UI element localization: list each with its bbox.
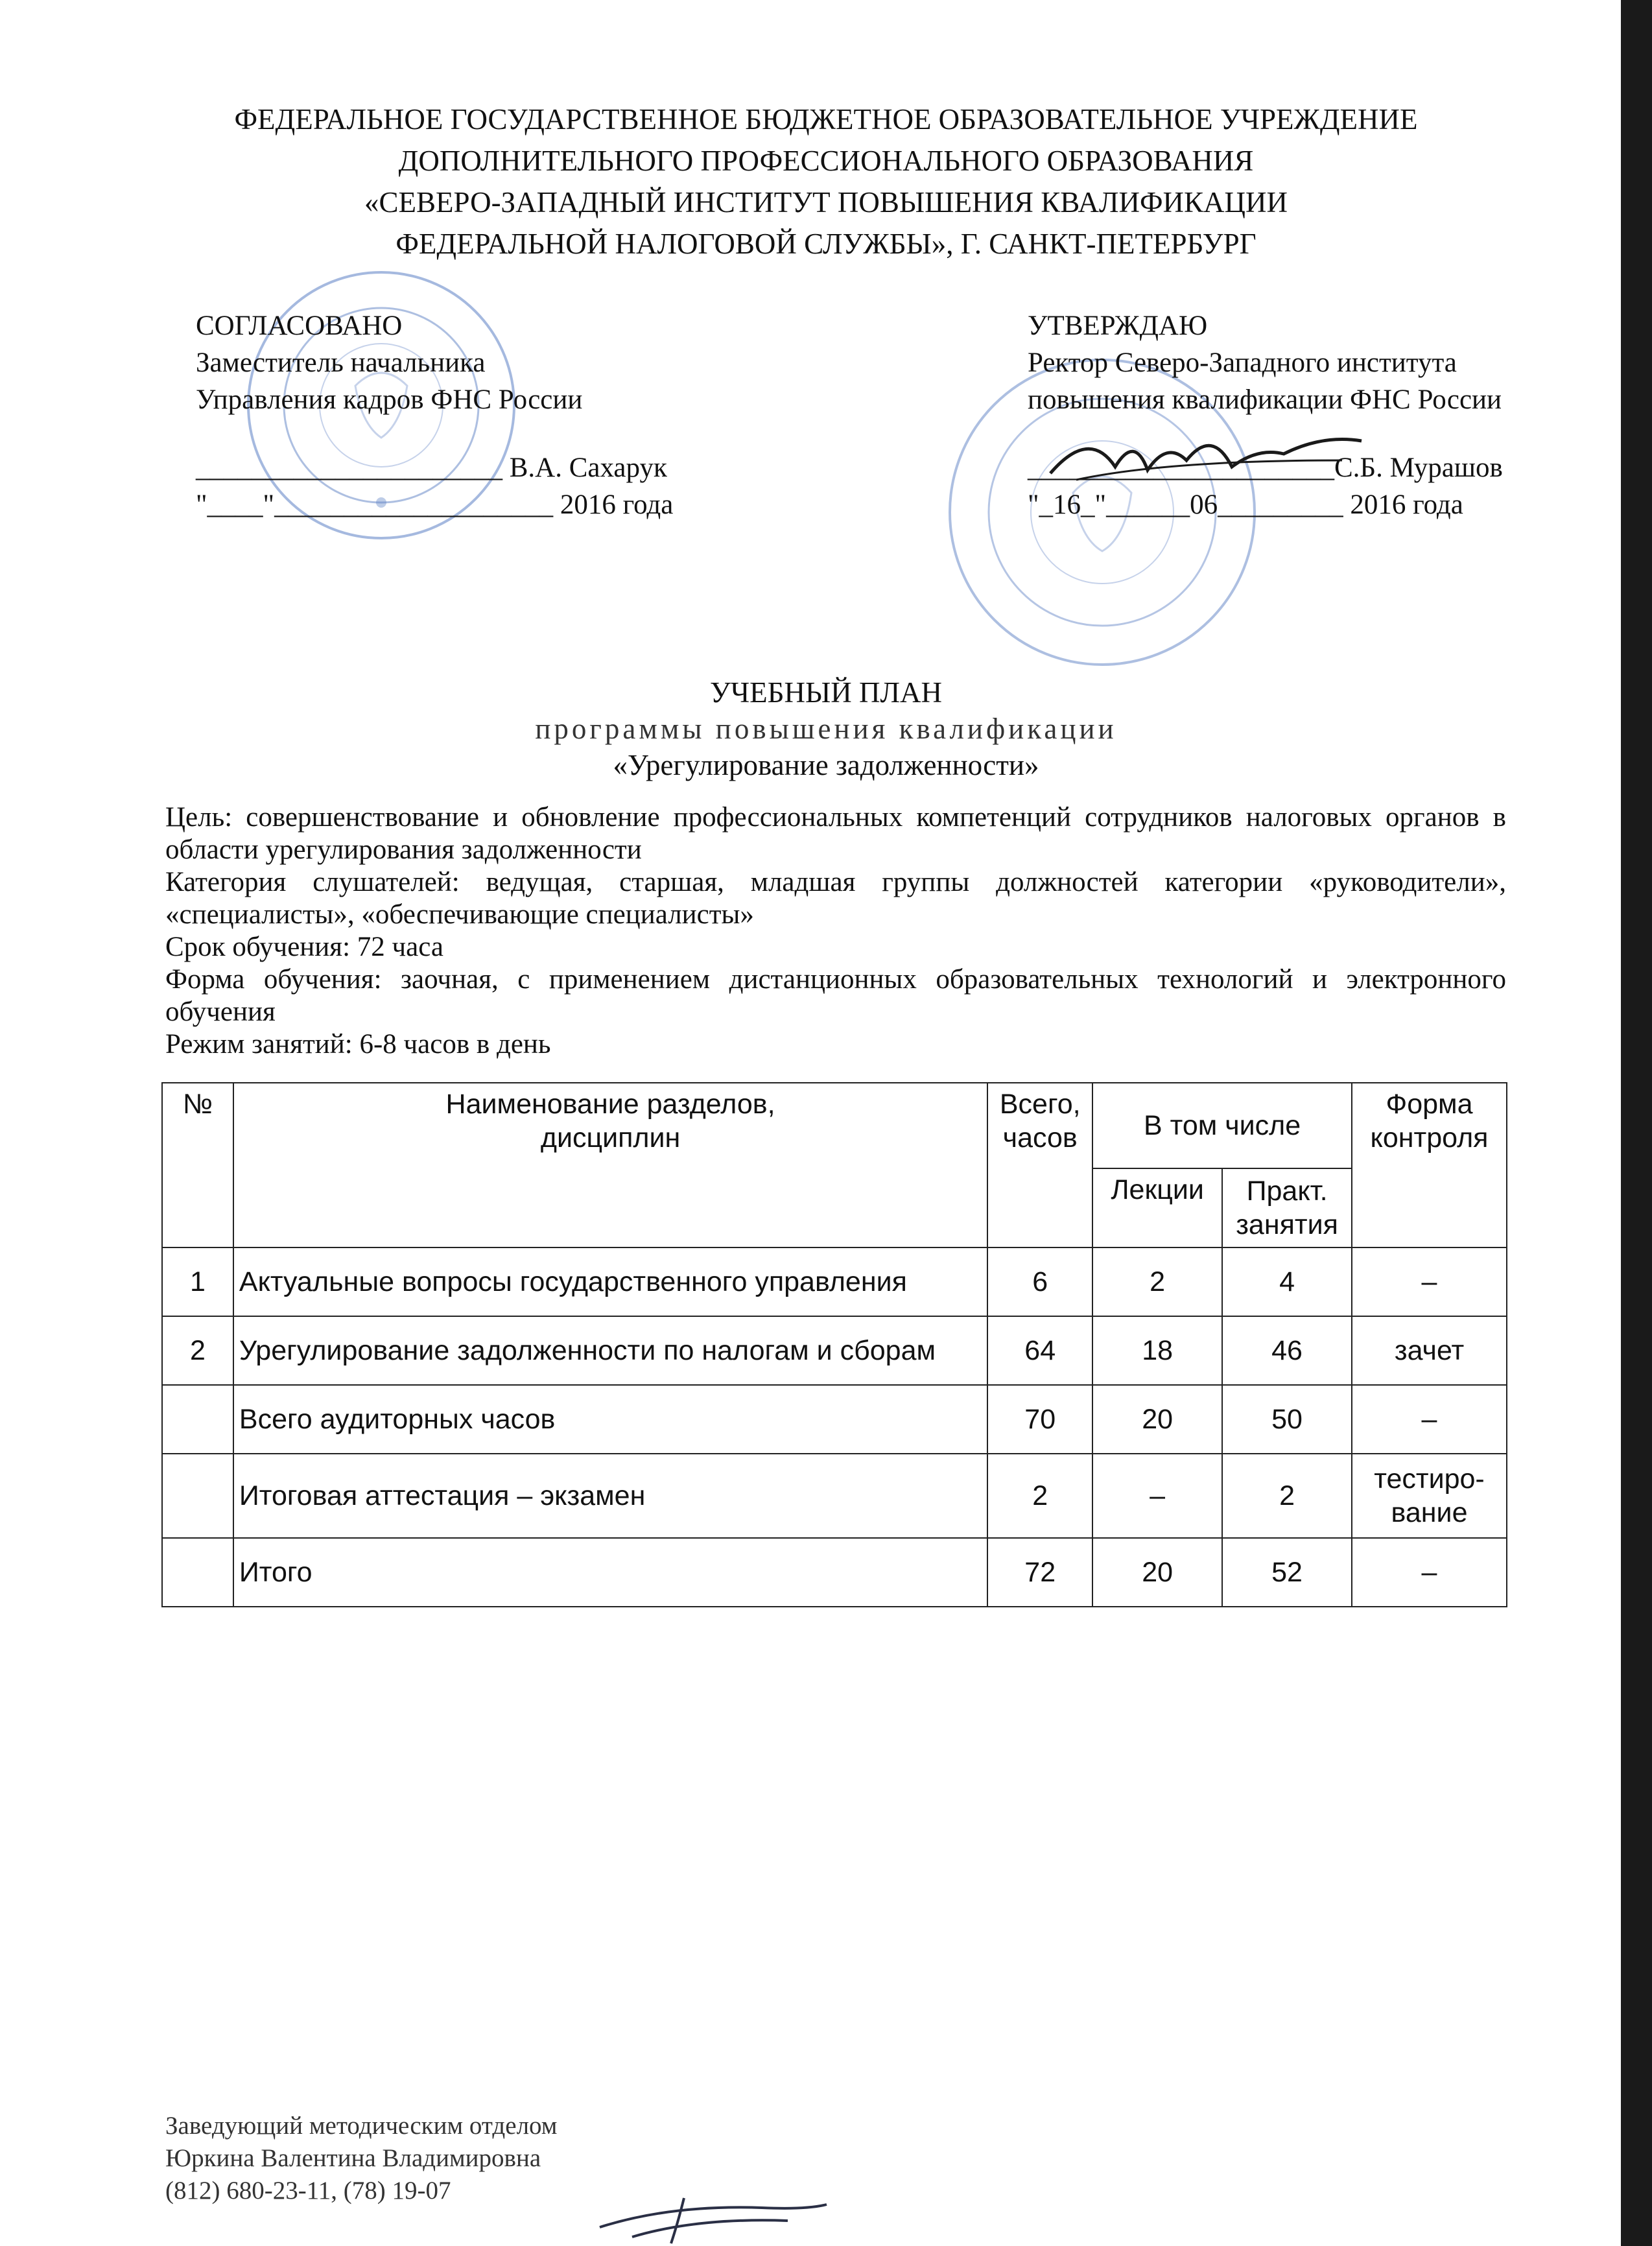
approved-heading: УТВЕРЖДАЮ: [1028, 311, 1208, 341]
row-control-line-2: вание: [1391, 1497, 1468, 1528]
info-mode: Режим занятий: 6-8 часов в день: [165, 1029, 551, 1059]
row-control: –: [1352, 1247, 1507, 1316]
title-main: УЧЕБНЫЙ ПЛАН: [710, 676, 942, 709]
table-row: [162, 1385, 1507, 1454]
row-practice: 52: [1222, 1538, 1352, 1607]
table-row: [162, 1538, 1507, 1607]
row-name: Всего аудиторных часов: [233, 1385, 987, 1454]
row-lectures: 2: [1092, 1247, 1222, 1316]
table-row: [162, 1247, 1507, 1316]
approved-position-2: повышения квалификации ФНС России: [1028, 384, 1502, 415]
institution-header: [0, 99, 1652, 265]
handwritten-signature-footer: [593, 2192, 840, 2246]
row-num: [162, 1385, 233, 1454]
row-name: Актуальные вопросы государственного управления: [233, 1247, 987, 1316]
row-practice: 50: [1222, 1385, 1352, 1454]
header-name-line-1: Наименование разделов,: [445, 1089, 775, 1120]
header-practice-line-1: Практ.: [1246, 1176, 1328, 1207]
row-name: Итого: [233, 1538, 987, 1607]
footer-line-3: (812) 680-23-11, (78) 19-07: [165, 2177, 451, 2205]
approved-signature-line: ______________________С.Б. Мурашов: [1028, 453, 1503, 483]
row-control: зачет: [1352, 1316, 1507, 1385]
row-total: 72: [987, 1538, 1092, 1607]
row-total: 64: [987, 1316, 1092, 1385]
header-practice: [1222, 1168, 1352, 1247]
row-control: –: [1352, 1538, 1507, 1607]
contact-footer: [165, 2110, 557, 2207]
agreed-signature-line: ______________________ В.А. Сахарук: [196, 453, 667, 483]
approved-block: [1028, 307, 1546, 523]
row-lectures: 20: [1092, 1538, 1222, 1607]
row-lectures: –: [1092, 1454, 1222, 1538]
row-control: –: [1352, 1385, 1507, 1454]
row-num: [162, 1454, 233, 1538]
row-practice: 46: [1222, 1316, 1352, 1385]
row-num: 2: [162, 1316, 233, 1385]
row-lectures: 20: [1092, 1385, 1222, 1454]
agreed-block: [196, 307, 714, 523]
approved-date-line: "_16_"______06_________ 2016 года: [1028, 490, 1463, 520]
footer-line-2: Юркина Валентина Владимировна: [165, 2144, 541, 2172]
header-line-1: ФЕДЕРАЛЬНОЕ ГОСУДАРСТВЕННОЕ БЮДЖЕТНОЕ ОБРАЗОВАТЕЛЬНОЕ УЧРЕЖДЕНИЕ: [234, 103, 1418, 136]
row-name: Итоговая аттестация – экзамен: [233, 1454, 987, 1538]
header-including: В том числе: [1092, 1083, 1352, 1168]
header-practice-line-2: занятия: [1236, 1209, 1338, 1240]
scan-edge-strip: [1621, 0, 1652, 2246]
approved-position-1: Ректор Северо-Западного института: [1028, 348, 1457, 378]
info-goal: Цель: совершенствование и обновление профессиональных компетенций сотрудников налоговых органов в области урегулирования задолженности: [165, 802, 1506, 865]
info-duration: Срок обучения: 72 часа: [165, 932, 443, 962]
agreed-position-2: Управления кадров ФНС России: [196, 384, 583, 415]
row-total: 2: [987, 1454, 1092, 1538]
row-num: 1: [162, 1247, 233, 1316]
header-line-4: ФЕДЕРАЛЬНОЙ НАЛОГОВОЙ СЛУЖБЫ», Г. САНКТ-ПЕТЕРБУРГ: [395, 228, 1257, 260]
header-line-3: «СЕВЕРО-ЗАПАДНЫЙ ИНСТИТУТ ПОВЫШЕНИЯ КВАЛИФИКАЦИИ: [364, 186, 1288, 219]
title-program-name: «Урегулирование задолженности»: [613, 749, 1039, 781]
header-name-line-2: дисциплин: [540, 1122, 681, 1153]
row-control: [1352, 1454, 1507, 1538]
agreed-date-line: "____"____________________ 2016 года: [196, 490, 674, 520]
info-category: Категория слушателей: ведущая, старшая, младшая группы должностей категории «руководители», «специалисты», «обеспечивающие специалисты»: [165, 867, 1506, 930]
document-title: [0, 674, 1652, 783]
header-control-line-2: контроля: [1370, 1122, 1489, 1153]
curriculum-table: [161, 1082, 1507, 1607]
header-lectures: Лекции: [1092, 1168, 1222, 1247]
program-info: [165, 801, 1506, 1061]
header-num: №: [162, 1083, 233, 1247]
row-practice: 4: [1222, 1247, 1352, 1316]
row-total: 70: [987, 1385, 1092, 1454]
table-row: [162, 1454, 1507, 1538]
agreed-position-1: Заместитель начальника: [196, 348, 486, 378]
title-subtitle: программы повышения квалификации: [535, 713, 1117, 745]
row-control-line-1: тестиро-: [1374, 1463, 1485, 1495]
header-total: [987, 1083, 1092, 1247]
table-row: [162, 1316, 1507, 1385]
header-total-line-2: часов: [1002, 1122, 1078, 1153]
row-lectures: 18: [1092, 1316, 1222, 1385]
row-num: [162, 1538, 233, 1607]
header-control-line-1: Форма: [1386, 1089, 1473, 1120]
row-total: 6: [987, 1247, 1092, 1316]
row-name: Урегулирование задолженности по налогам и сборам: [233, 1316, 987, 1385]
footer-line-1: Заведующий методическим отделом: [165, 2112, 558, 2140]
header-line-2: ДОПОЛНИТЕЛЬНОГО ПРОФЕССИОНАЛЬНОГО ОБРАЗОВАНИЯ: [398, 145, 1254, 177]
header-name: [233, 1083, 987, 1247]
agreed-heading: СОГЛАСОВАНО: [196, 311, 403, 341]
row-practice: 2: [1222, 1454, 1352, 1538]
info-form: Форма обучения: заочная, с применением дистанционных образовательных технологий и электронного обучения: [165, 964, 1506, 1027]
header-control: [1352, 1083, 1507, 1247]
header-total-line-1: Всего,: [999, 1089, 1081, 1120]
